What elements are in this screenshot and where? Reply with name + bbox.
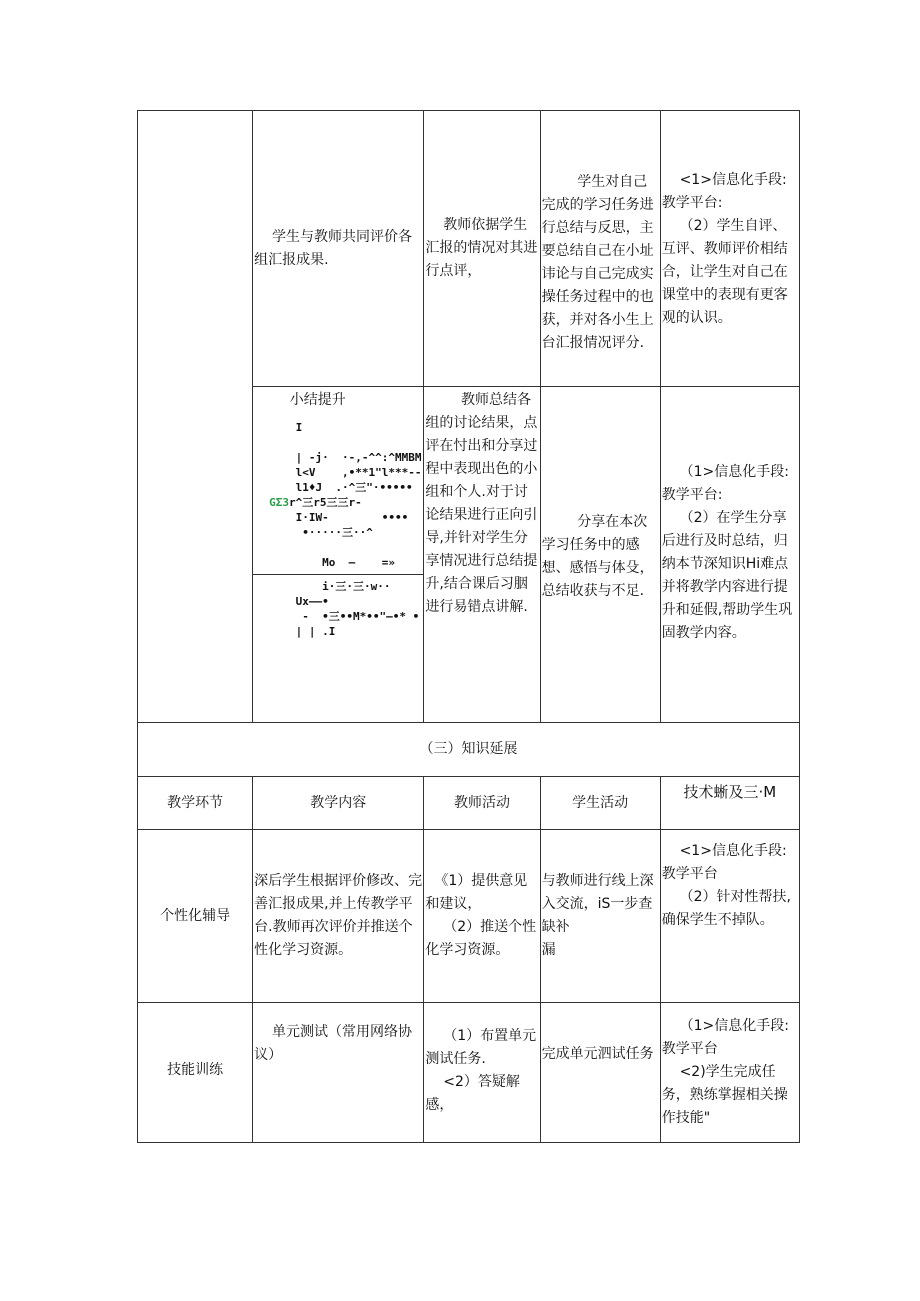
student-activity-cell [540,111,660,387]
content-text: 单元测试（常用网络协议） [254,1024,412,1063]
teacher-activity-text: 教师依据学生汇报的情况对其进行点评， [425,217,538,279]
garbled-text-bottom: i·三·三·w·· Ux——• - •三••M*••"—•* • | | .I [295,580,420,638]
table-row [138,111,800,387]
content-text: 学生与教师共同评价各组汇报成果. [254,228,412,268]
divider-line [252,574,424,575]
student-activity-text: 与教师进行线上深入交流，iS一步查缺补 漏 [541,873,654,958]
student-activity-text: 分享在本次学习任务中的感想、感悟与体殳，总结收获与不足. [541,514,654,599]
garbled-figure-text [253,420,423,570]
student-activity-text: 学生对自己完成的学习任务进行总结与反思，主要总结自己在小址讳论与自己完成实操任务过程中的也获，并对各小生上台汇报情况评分. [541,174,654,351]
student-activity-cell [540,387,660,723]
student-activity-text: 完成单元泗试任务 [541,1046,654,1062]
link-cell-empty [138,111,253,723]
header-cell [540,777,660,830]
tech-text: <1>信息化手段:教学平台: （2）学生自评、互评、教师评价相结合，让学生对自己在课堂中的表现有更客观的认识。 [661,172,788,326]
tech-text: <1>信息化手段:教学平台 （2）针对性帮扶,确保学生不掉队。 [661,843,791,928]
content-cell [253,830,424,1003]
header-cell [253,777,424,830]
garbled-text-green-rest: r^三r5三三r- [289,496,362,509]
content-cell [253,387,424,723]
content-title: 小结提升 [254,392,346,408]
header-cell [138,777,253,830]
teacher-activity-cell [424,830,540,1003]
tech-text: （1>信息化手段:教学平台: （2）在学生分享后进行及时总结，归纳本节深知识Hi难点并将教学内容进行提升和延假,帮助学生巩固教学内容。 [661,464,793,641]
tech-cell [660,1003,799,1143]
header-link: 教学环节 [167,794,224,811]
table-row [138,1003,800,1143]
student-activity-cell [540,1003,660,1143]
section-title-cell [138,723,800,777]
lesson-plan-table [137,110,800,1143]
teacher-activity-text: （1）布置单元测试任务. <2）答疑解感， [425,1028,537,1113]
table-row [138,830,800,1003]
teacher-activity-cell [424,1003,540,1143]
section-title: （三）知识延展 [419,741,518,757]
tech-cell [660,111,799,387]
header-student: 学生活动 [572,794,629,811]
tech-text: （1>信息化手段:教学平台 <2)学生完成任务，熟练掌握相关操作技能" [661,1018,789,1126]
table-row [138,723,800,777]
link-text: 个性化辅导 [160,907,231,924]
header-tech: 技术蜥及三·M [683,783,777,801]
tech-cell [660,387,799,723]
link-cell [138,1003,253,1143]
header-cell [660,777,799,830]
garbled-text-mid: I·IW- •••• •·····三··^ Mo — =» [295,511,409,569]
content-cell [253,111,424,387]
content-cell [253,1003,424,1143]
teacher-activity-cell [424,111,540,387]
tech-cell [660,830,799,1003]
teacher-activity-text: 《1）提供意见和建议， （2）推送个性化学习资源。 [425,873,537,958]
content-text: 深后学生根据评价修改、完善汇报成果,并上传教学平台.教师再次评价并推送个性化学习资源。 [254,873,423,958]
teacher-activity-cell [424,387,540,723]
header-teacher: 教师活动 [454,794,510,811]
header-content: 教学内容 [310,794,367,811]
garbled-text-top: I | -j· ·-,-^^:^MMBM l<V ,•**1"l***-- l1♦J .·^三"·••••• [295,421,422,494]
table-header-row [138,777,800,830]
student-activity-cell [540,830,660,1003]
teacher-activity-text: 教师总结各组的讨论结果，点评在忖出和分享过程中表现出色的小组和个人.对于讨论结果进行正向引导,并针对学生分享情况进行总结提升,结合课后习胭进行易错点讲解. [425,392,538,615]
link-text: 技能训练 [167,1062,224,1078]
garbled-text-green: GΣ3 [269,496,290,509]
header-cell [424,777,540,830]
link-cell [138,830,253,1003]
